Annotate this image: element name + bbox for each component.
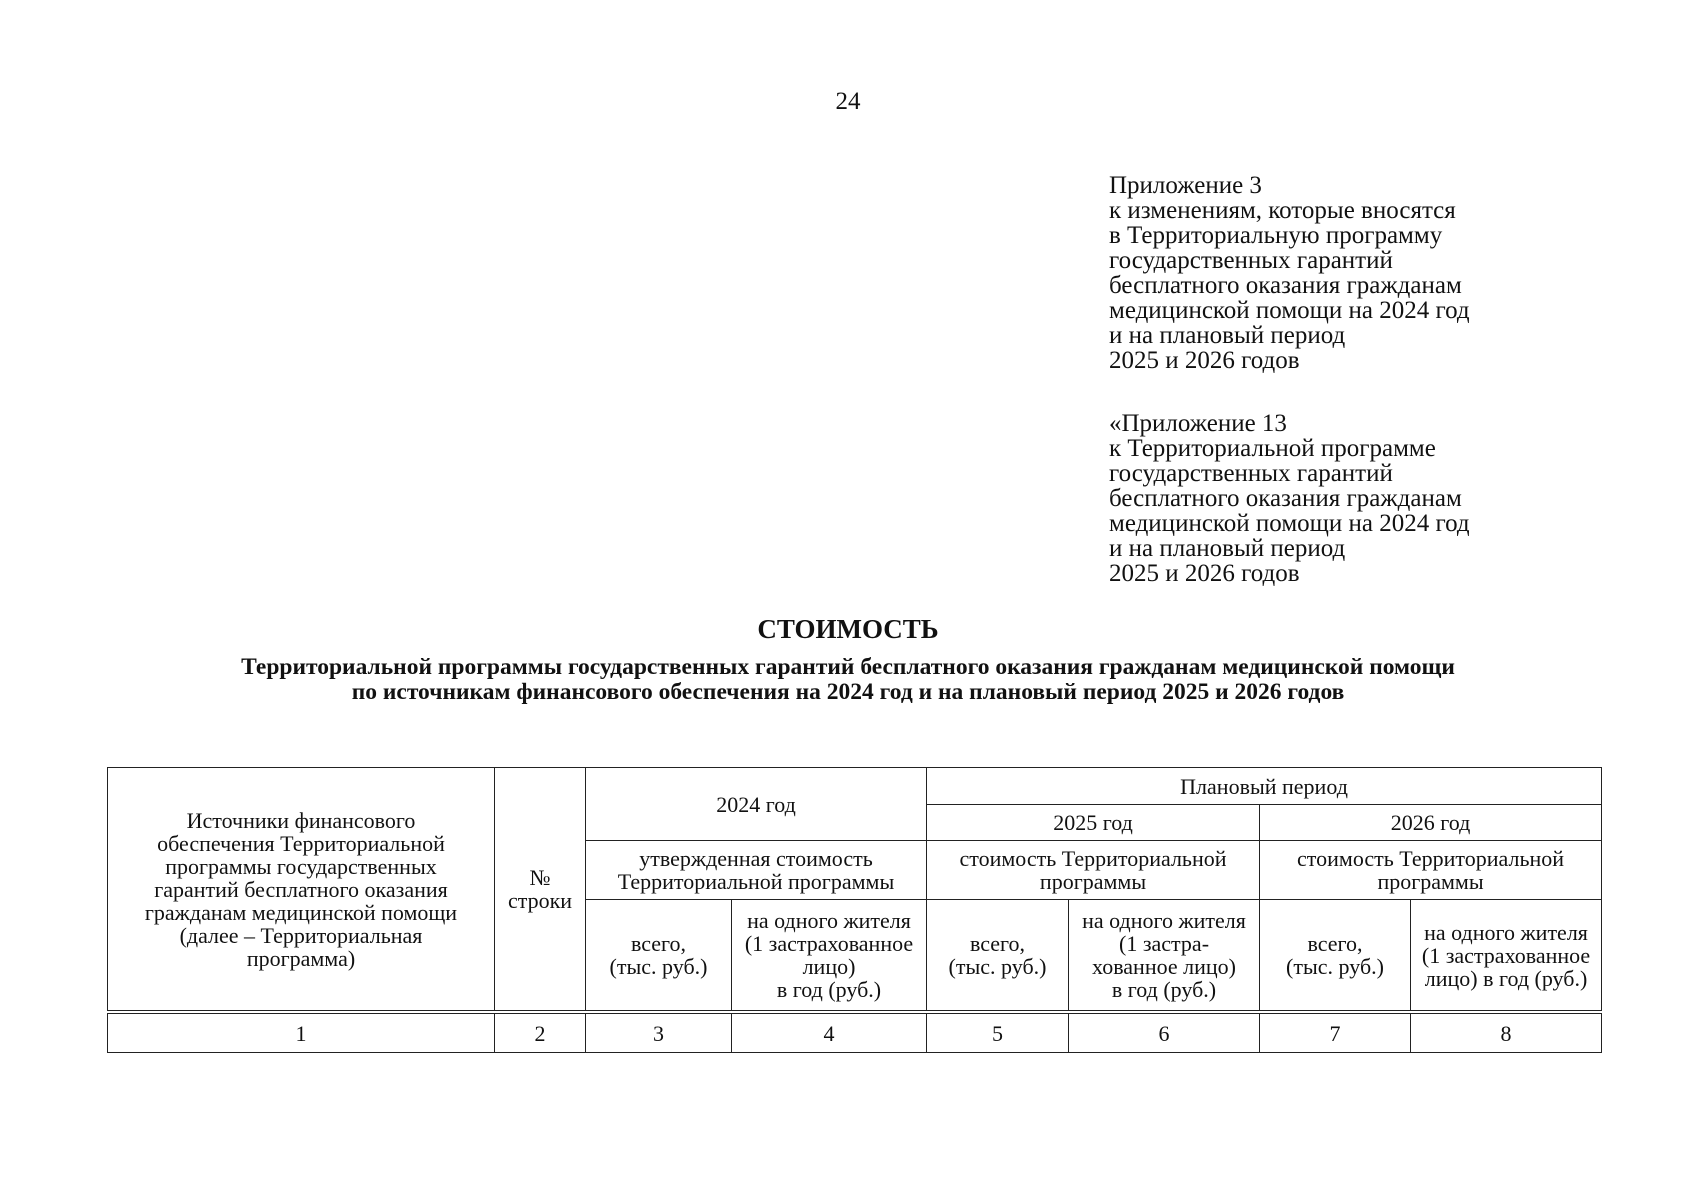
header-cost-2025 <box>927 841 1260 900</box>
header-per-resident-2024 <box>732 900 927 1013</box>
header-approved-cost <box>586 841 927 900</box>
header-line: на одного жителя <box>747 908 911 933</box>
header-line: всего, <box>969 931 1026 956</box>
column-number: 3 <box>586 1012 732 1053</box>
annex-line: бесплатного оказания гражданам <box>1109 272 1462 299</box>
column-number: 8 <box>1411 1012 1602 1053</box>
annex-line: к Территориальной программе <box>1109 435 1436 462</box>
header-total-2024 <box>586 900 732 1013</box>
header-per-resident-2026 <box>1411 900 1602 1013</box>
header-planned-period: Плановый период <box>927 768 1602 805</box>
header-line: (1 застра- <box>1119 931 1210 956</box>
header-line: (1 застрахованное <box>744 931 914 956</box>
annex-line: «Приложение 13 <box>1109 410 1287 437</box>
header-line: стоимость Территориальной <box>959 846 1227 871</box>
annex-line: 2025 и 2026 годов <box>1109 560 1300 587</box>
header-line: на одного жителя <box>1082 908 1246 933</box>
header-total-2025 <box>927 900 1069 1013</box>
header-line: в год (руб.) <box>776 977 882 1002</box>
column-number: 6 <box>1069 1012 1260 1053</box>
document-title: СТОИМОСТЬ <box>757 614 939 644</box>
annex-line: медицинской помощи на 2024 год <box>1109 297 1470 324</box>
header-year-2025: 2025 год <box>927 805 1260 841</box>
header-line: Территориальной программы <box>617 869 895 894</box>
column-number: 5 <box>927 1012 1069 1053</box>
column-number: 4 <box>732 1012 927 1053</box>
header-line: хованное лицо) <box>1092 954 1236 979</box>
annex-line: в Территориальную программу <box>1109 222 1443 249</box>
header-line: (тыс. руб.) <box>609 954 708 979</box>
subtitle-line-1: Территориальной программы государственных гарантий бесплатного оказания гражданам медицинской помощи <box>241 654 1455 680</box>
header-per-resident-2025 <box>1069 900 1260 1013</box>
annex-line: и на плановый период <box>1109 322 1346 349</box>
header-line: (тыс. руб.) <box>1286 954 1384 979</box>
header-year-2026: 2026 год <box>1260 805 1602 841</box>
header-line: стоимость Территориальной <box>1297 846 1565 871</box>
column-number: 1 <box>108 1012 495 1053</box>
annex-line: медицинской помощи на 2024 год <box>1109 510 1470 537</box>
header-line: № <box>529 865 551 890</box>
header-line: всего, <box>630 931 687 956</box>
subtitle-line-2: по источникам финансового обеспечения на 2024 год и на плановый период 2025 и 2026 годов <box>351 679 1345 705</box>
header-line: утвержденная стоимость <box>639 846 873 871</box>
annex-line: государственных гарантий <box>1109 460 1393 487</box>
header-line: (1 застрахованное <box>1421 942 1591 968</box>
header-total-2026 <box>1260 900 1411 1013</box>
header-line: в год (руб.) <box>1111 977 1217 1002</box>
header-funding-sources <box>108 768 495 1013</box>
header-line: Источники финансового <box>186 807 416 833</box>
annex-line: и на плановый период <box>1109 535 1346 562</box>
header-row-number <box>495 768 586 1013</box>
header-line: гарантий бесплатного оказания <box>154 876 448 902</box>
annex-line: 2025 и 2026 годов <box>1109 347 1300 374</box>
header-line: программы <box>1377 869 1484 894</box>
annex-line: государственных гарантий <box>1109 247 1393 274</box>
header-line: программа) <box>246 945 356 971</box>
annex-13-header <box>1109 411 1549 586</box>
annex-3-header <box>1109 173 1549 373</box>
header-line: (далее – Территориальная <box>179 922 423 948</box>
header-line: лицо) в год (руб.) <box>1424 965 1588 991</box>
header-line: (тыс. руб.) <box>948 954 1047 979</box>
header-year-2024: 2024 год <box>586 768 927 841</box>
header-line: обеспечения Территориальной <box>157 830 445 856</box>
column-number: 7 <box>1260 1012 1411 1053</box>
cost-table <box>107 767 1602 1053</box>
annex-line: бесплатного оказания гражданам <box>1109 485 1462 512</box>
header-line: лицо) <box>802 954 856 979</box>
header-line: программы государственных <box>165 853 437 879</box>
header-line: программы <box>1039 869 1147 894</box>
page-number: 24 <box>835 88 861 115</box>
header-line: всего, <box>1307 931 1363 956</box>
annex-line: Приложение 3 <box>1109 172 1262 199</box>
column-number-row <box>108 1012 1602 1053</box>
header-line: строки <box>507 888 573 913</box>
header-cost-2026 <box>1260 841 1602 900</box>
header-line: на одного жителя <box>1424 919 1588 945</box>
column-number: 2 <box>495 1012 586 1053</box>
document-subtitle <box>0 655 1696 705</box>
annex-line: к изменениям, которые вносятся <box>1109 197 1456 224</box>
header-line: гражданам медицинской помощи <box>144 899 458 925</box>
